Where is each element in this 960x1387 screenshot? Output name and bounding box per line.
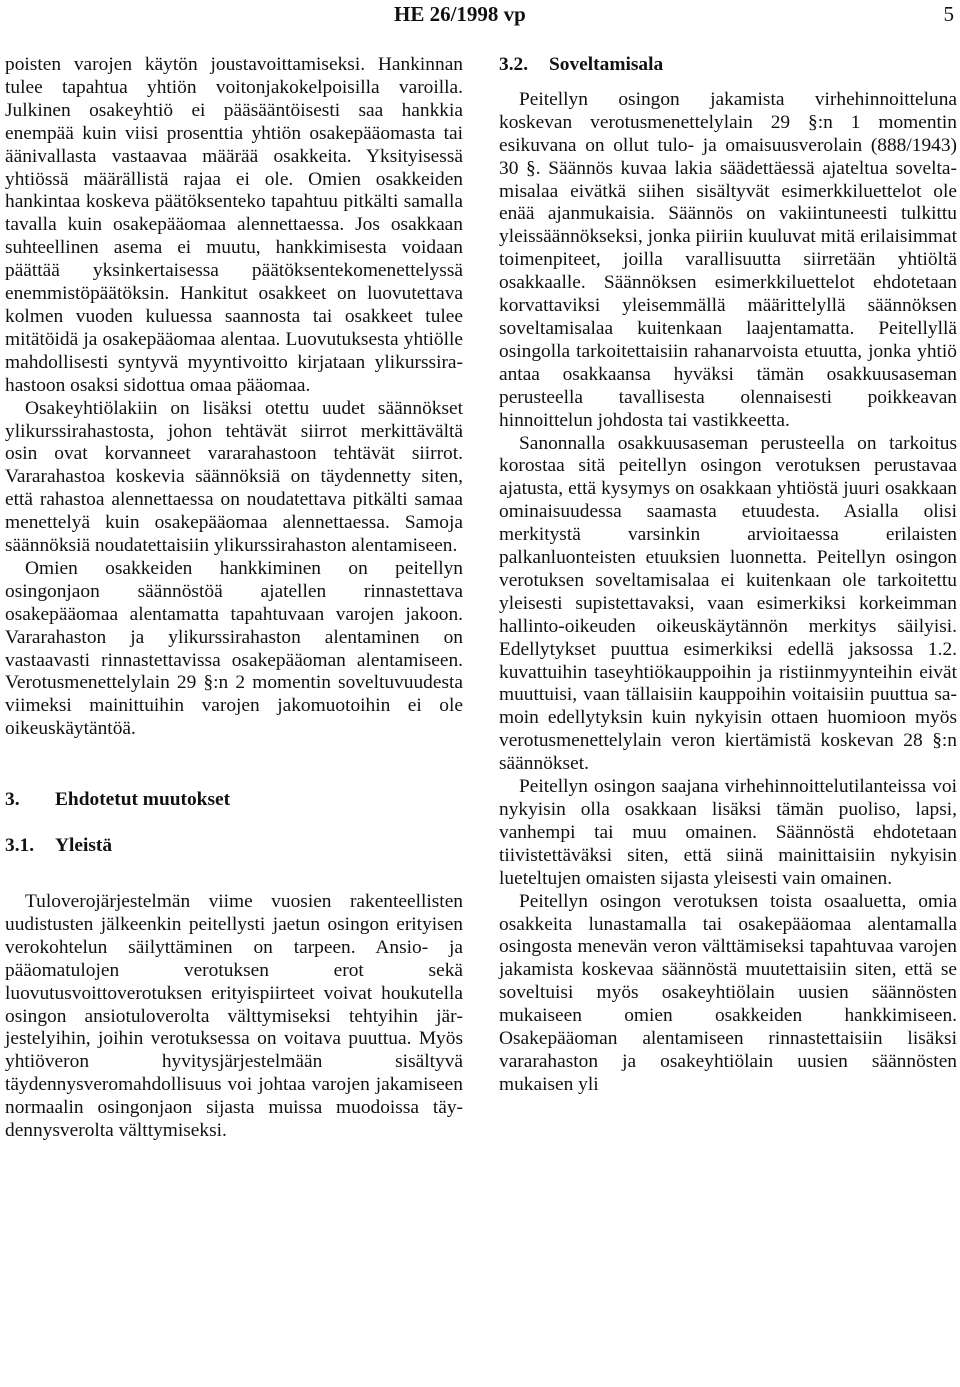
left-column bbox=[5, 54, 463, 1143]
paragraph: Peitellyn osingon verotuksen toista osaaluetta, omia osakkeita lunastamalla tai osakepääomaa alentamalla osingosta menevän veron välttämiseksi tapahtuvaa varojen jakamista koskevaa säännöstä muutettaisiin siten, että se soveltuisi myös osakeyhtiölain uusien säännösten mukaiseen omien osakkeiden hankkimiseen. Osakepääoman alentamiseen rinnastettaisiin lisäksi vararahaston ja osakeyhtiölain uusien säännösten mukaisen yli bbox=[499, 890, 957, 1095]
subsection-heading bbox=[499, 54, 957, 77]
paragraph: Osakeyhtiölakiin on lisäksi otettu uudet säännökset ylikurssirahastosta, johon tehtävät siirrot merkittävältä osin ovat korvanneet vararahastoon tehtävät siirrot. Vararahastoa koskevia säännöksiä on täydennetty siten, että rahastoa alennettaessa on noudatettava pitkälti samaa menettelyä kuin osakepääomaa alennettaessa. Samoja säännöksiä noudatettaisiin ylikurssirahaston alentamiseen. bbox=[5, 397, 463, 557]
subsection-number: 3.2. bbox=[499, 54, 529, 75]
paragraph: Omien osakkeiden hankkiminen on peitellyn osingonjaon säännöstöä ajatellen rinnastettava osakepääomaa alentamatta tapahtuvaan varojen jakoon. Vararahaston ja ylikurssirahaston alentaminen on vastaavasti rinnastettavissa osakepääoman alentamiseen. Verotusmenettelylain 29 §:n 2 momentin soveltuvuudesta viimeksi mainittuihin varojen jakomuotoihin ei ole oikeuskäytäntöä. bbox=[5, 557, 463, 740]
section-title: Ehdotetut muutokset bbox=[55, 789, 231, 811]
section-heading bbox=[5, 789, 463, 812]
document-id: HE 26/1998 vp bbox=[394, 2, 526, 26]
subsection-heading bbox=[5, 835, 463, 858]
right-column bbox=[499, 54, 957, 1097]
page-header bbox=[0, 0, 960, 30]
paragraph: Tuloverojärjestelmän viime vuosien rakenteellisten uudistusten jälkeenkin peitellysti jaetun osingon erityisen verokohtelun säilyttäminen on tarpeen. Ansio- ja pääomatulojen verotuksen erot sekä luovutusvoittoverotuksen erityispiirteet voivat houkutella osingon ansiotuloverolta välttymiseksi tehtyihin järjestelyihin, joihin verotuksessa on voitava puuttua. Myös yhtiöveron hyvitysjärjestelmään sisältyvä täydennysveromahdollisuus voi johtaa varojen jakamiseen normaalin osingonjaon sijasta muissa muodoissa täydennysverolta välttymiseksi. bbox=[5, 891, 463, 1142]
subsection-number: 3.1. bbox=[5, 835, 35, 857]
subsection-title: Yleistä bbox=[55, 835, 113, 857]
paragraph: Sanonnalla osakkuusaseman perusteella on tarkoitus korostaa sitä peitellyn osingon verotuksen perustavaa ajatusta, että kysymys on osakkaan yhtiöstä juuri osakkaan ominaisuudessa saamasta etuudesta. Asialla olisi merkitystä varsinkin arvioitaessa erilaisten palkanluonteisten etuuksien luonnetta. Peitellyn osingon verotuksen soveltamisalaa ei kuitenkaan ole tarkoitettu yleisesti supistettavaksi, vaan esimerkiksi korkeimman hallinto-oikeuden oikeuskäytännön merkitys säilyisi. Edellytykset puuttua esimerkiksi edellä jaksossa 1.2. kuvattuihin taseyhtiökauppoihin ja ristiinmyynteihin eivät muuttuisi, vaan tällaisiin kauppoihin voitaisiin puuttua samoin edellytyksin kuin nykyisin ottaen huomioon myös verotusmenettelylain veron kiertämistä koskevan 28 §:n säännökset. bbox=[499, 432, 957, 775]
section-number: 3. bbox=[5, 789, 20, 811]
paragraph: Peitellyn osingon jakamista virhehinnoitteluna koskevan verotusmenettelylain 29 §:n 1 momentin esikuvana on ollut tulo- ja omaisuusverolain (888/1943) 30 §. Säännös kuvaa lakia säädettäessä ajateltua soveltamisalaa eivätkä siihen sisältyvät esimerkkiluettelot ole enää ajanmukaisia. Säännös on vakiintuneesti tulkittu yleissäännökseksi, jonka piiriin kuuluvat mitä erilaisimmat toimenpiteet, joilla varallisuutta siirretään yhtiöltä osakkaalle. Säännöksen esimerkkiluettelot ehdotetaan korvattaviksi yleisemmällä määrittelyllä säännöksen soveltamisalaa kuitenkaan laajentamatta. Peitellyllä osingolla tarkoitettaisiin rahanarvoista etuutta, jonka yhtiö antaa osakkaansa hyväksi tämän osakkuusaseman perusteella tavallisesta olennaisesti poikkeavan hinnoittelun johdosta tai vastikkeetta. bbox=[499, 88, 957, 431]
paragraph: Peitellyn osingon saajana virhehinnoittelutilanteissa voi nykyisin olla osakkaan lisäksi tämän puoliso, lapsi, vanhempi tai muu omainen. Säännöstä ehdotetaan tiivistettäväksi siten, että siinä mainittaisiin nykyisin lueteltujen omaisten sijasta yleisesti vain omainen. bbox=[499, 776, 957, 889]
paragraph: poisten varojen käytön joustavoittamiseksi. Hankinnan tulee tapahtua yhtiön voitonjakokelpoisilla varoilla. Julkinen osakeyhtiö ei pääsääntöisesti saa hankkia enempää kuin viisi prosenttia yhtiön osakepääomasta tai äänivallasta vastaavaa määrää osakkeita. Yksityisessä yhtiössä määrällistä rajaa ei ole. Omien osakkeiden hankintaa koskeva päätöksenteko tapahtuu pitkälti samalla tavalla kuin osakepääomaa alennettaessa. Jos osakkaan suhteellinen asema ei muutu, hankkimisesta voidaan päättää yksinkertaisessa päätöksentekomenettelyssä enemmistöpäätöksin. Hankitut osakkeet on luovutettava kolmen vuoden kuluessa saannosta tai osakkeet tulee mitätöidä ja osakepääomaa alentaa. Luovutuksesta yhtiölle mahdollisesti syntyvä myyntivoitto kirjataan ylikurssirahastoon osaksi sidottua omaa pääomaa. bbox=[5, 54, 463, 396]
subsection-title: Soveltamisala bbox=[549, 54, 664, 75]
page-number: 5 bbox=[943, 2, 954, 26]
